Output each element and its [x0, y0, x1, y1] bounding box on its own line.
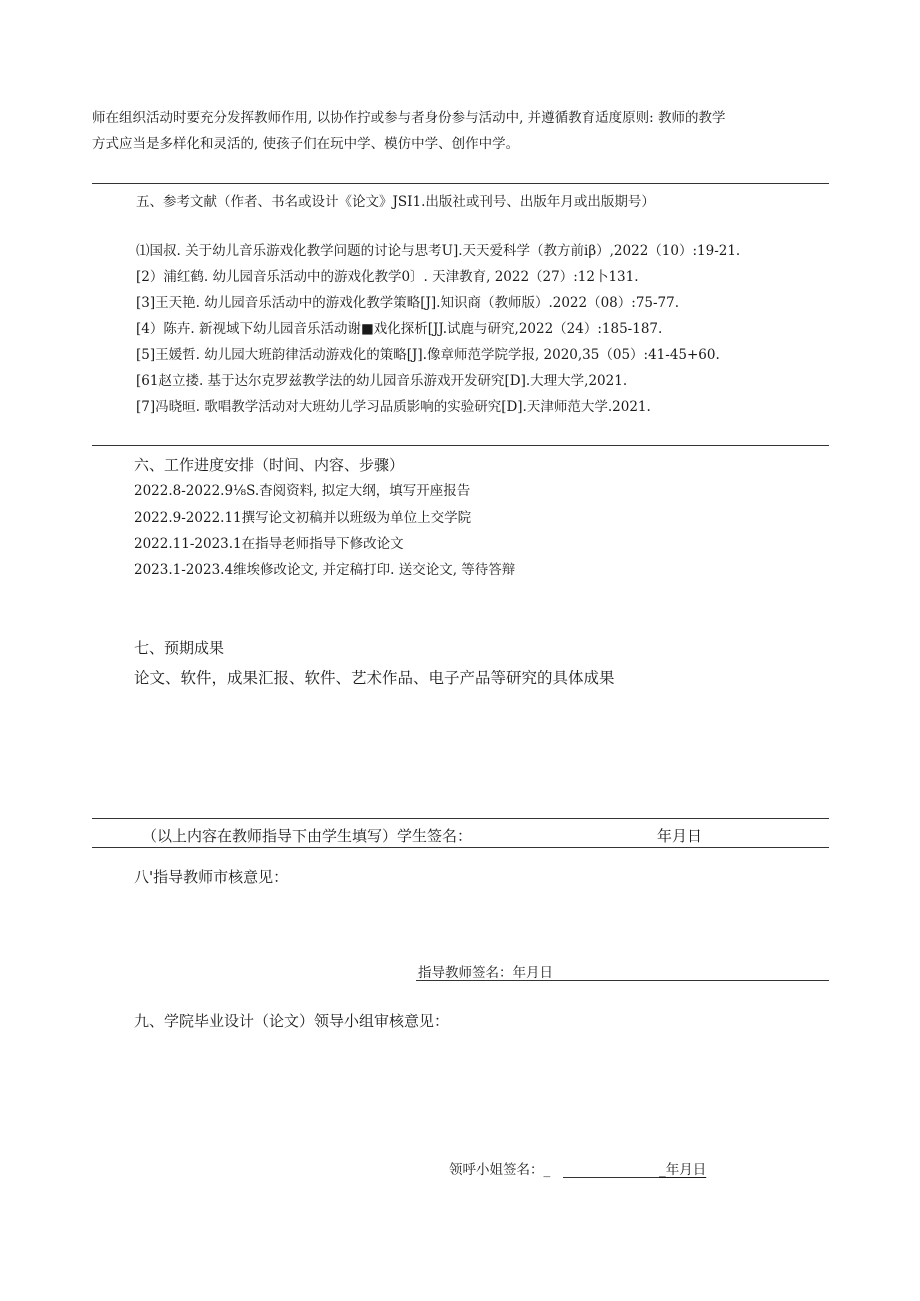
results-text: 论文、软件，成果汇报、软件、艺术作品、电子产品等研究的具体成果 [134, 669, 615, 687]
divider [92, 847, 829, 848]
reference-item: [2）浦红鹤. 幼儿园音乐活动中的游戏化教学0〕. 天津教育, 2022（27）:12卜131. [136, 269, 639, 285]
college-heading: 九、学院毕业设计（论文）领导小组审核意见： [134, 1012, 450, 1030]
results-heading: 七、预期成果 [134, 639, 225, 657]
schedule-heading: 六、工作进度安排（时间、内容、步骤） [134, 456, 405, 474]
reference-item: [61赵立搂. 基于达尔克罗兹教学法的幼儿园音乐游戏开发研究[D].大理大学,2021. [136, 373, 628, 389]
advisor-sign: 指导教师签名：年月日 [418, 965, 553, 981]
references-heading: 五、参考文献（作者、书名或设计《论文》JSI1.出版社或刊号、出版年月或出版期号） [136, 194, 655, 210]
advisor-sign-line [416, 980, 829, 981]
student-sign-label: （以上内容在教师指导下由学生填写）学生签名： [142, 827, 473, 845]
intro-line-2: 方式应当是多样化和灵活的, 使孩子们在玩中学、模仿中学、创作中学。 [92, 136, 520, 152]
reference-item: [3]王天艳. 幼儿园音乐活动中的游戏化教学策略[J].知识商（教师版）.2022（08）:75-77. [136, 295, 680, 311]
schedule-item: 2022.8-2022.9⅛S.杳阅资料, 拟定大纲，填写开座报告 [134, 483, 471, 499]
reference-item: ⑴国叔. 关于幼儿音乐游戏化教学问题的讨论与思考U].天天爱科学（教方前iβ）,2022（10）:19-21. [136, 243, 741, 259]
schedule-item: 2022.9-2022.11撰写论文初稿并以班级为单位上交学院 [134, 510, 472, 526]
schedule-item: 2022.11-2023.1在指导老师指导下修改论文 [134, 536, 404, 552]
reference-item: [5]王媛哲. 幼儿园大班韵律活动游戏化的策略[J].像章师范学院学报, 2020,35（05）:41-45+60. [136, 347, 720, 363]
divider [92, 818, 829, 819]
intro-line-1: 师在组织活动时要充分发挥教师作用, 以协作拧或参与者身份参与活动中, 并遵循教育适度原则: 教师的教学 [92, 110, 726, 126]
schedule-item: 2023.1-2023.4维埃修改论文, 并定稿打印. 送交论文, 等待答辩 [134, 562, 516, 578]
divider [92, 445, 829, 446]
college-sign-label: 领呼小姐签名：_ [449, 1162, 551, 1178]
student-sign-date: 年月日 [657, 827, 703, 845]
reference-item: [7]冯晓晅. 歌唱教学活动对大班幼儿学习品质影响的实验研究[D].天津师范大学.2021. [136, 399, 651, 415]
reference-item: [4）陈卉. 新视域下幼儿园音乐活动谢■戏化探析[JJ.试鹿与研究,2022（24）:185-187. [136, 321, 663, 337]
college-sign-line [563, 1177, 659, 1178]
college-sign-date: _年月日 [659, 1162, 707, 1178]
advisor-heading: 八'指导教师市核意见： [134, 868, 289, 886]
divider [92, 183, 829, 184]
